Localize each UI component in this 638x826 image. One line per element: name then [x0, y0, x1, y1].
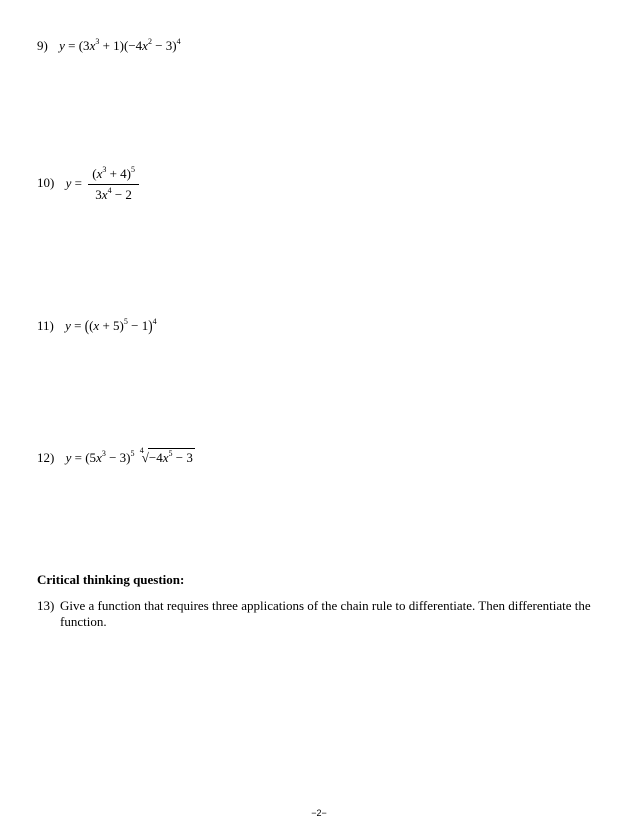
radical-sign: √ — [141, 450, 149, 465]
denominator — [91, 185, 136, 203]
exponent: 3 — [102, 165, 107, 174]
problem-number: 12) — [37, 450, 55, 465]
exponent: 4 — [107, 186, 112, 195]
exponent: 3 — [95, 37, 100, 46]
exponent: 5 — [168, 449, 173, 458]
problem-number: 11) — [37, 318, 54, 333]
critical-thinking-heading: Critical thinking question: — [37, 572, 185, 587]
term: − 1 — [127, 318, 149, 333]
fraction — [88, 166, 139, 203]
equals: = — [74, 450, 82, 465]
problem-11 — [37, 318, 157, 334]
radical — [140, 448, 195, 466]
problem-10 — [37, 166, 139, 203]
var-y: y — [59, 38, 65, 53]
paren: ( — [89, 318, 94, 333]
paren: ) — [148, 316, 153, 335]
question-text: Give a function that requires three applications of the chain rule to differentiate. Then differentiate the function. — [60, 598, 591, 629]
problem-number: 10) — [37, 175, 55, 191]
problem-number: 9) — [37, 38, 48, 53]
term: − 3 — [172, 450, 193, 465]
var-x: x — [162, 450, 169, 465]
question-number: 13) — [37, 598, 55, 613]
exponent: 3 — [101, 449, 106, 458]
term: (5 — [85, 450, 97, 465]
term: + 1)(−4 — [99, 38, 143, 53]
var-x: x — [89, 38, 96, 53]
var-x: x — [96, 450, 102, 465]
exponent: 5 — [130, 449, 135, 458]
term: + 4) — [106, 166, 132, 181]
term: + 5) — [99, 318, 124, 333]
var-x: x — [96, 166, 103, 181]
problem-12 — [37, 448, 195, 466]
var-x: x — [93, 318, 100, 333]
term: (3 — [78, 38, 90, 53]
coefficient: 3 — [95, 187, 102, 202]
equals: = — [74, 318, 82, 333]
radicand — [148, 448, 195, 466]
page-number: −2− — [311, 808, 327, 818]
term: − 2 — [111, 187, 132, 202]
equation — [66, 166, 139, 203]
paren: ( — [84, 316, 90, 335]
term: −4 — [148, 450, 163, 465]
term: − 3) — [151, 38, 177, 53]
var-y: y — [65, 175, 72, 191]
var-y: y — [65, 450, 72, 465]
numerator — [88, 166, 139, 185]
paren: ( — [92, 166, 97, 181]
var-x: x — [101, 187, 108, 202]
equation — [65, 318, 156, 334]
exponent: 5 — [131, 165, 136, 174]
question-13 — [37, 598, 597, 630]
var-x: x — [142, 38, 148, 53]
exponent: 4 — [152, 317, 157, 326]
term: − 3) — [105, 450, 131, 465]
equals: = — [74, 175, 82, 191]
exponent: 4 — [176, 37, 181, 46]
problem-9 — [37, 38, 181, 54]
exponent: 2 — [147, 37, 152, 46]
equation — [66, 448, 195, 466]
equation — [59, 38, 181, 54]
var-y: y — [65, 318, 71, 333]
equals: = — [68, 38, 76, 53]
exponent: 5 — [123, 317, 128, 326]
root-index: 4 — [139, 446, 144, 455]
